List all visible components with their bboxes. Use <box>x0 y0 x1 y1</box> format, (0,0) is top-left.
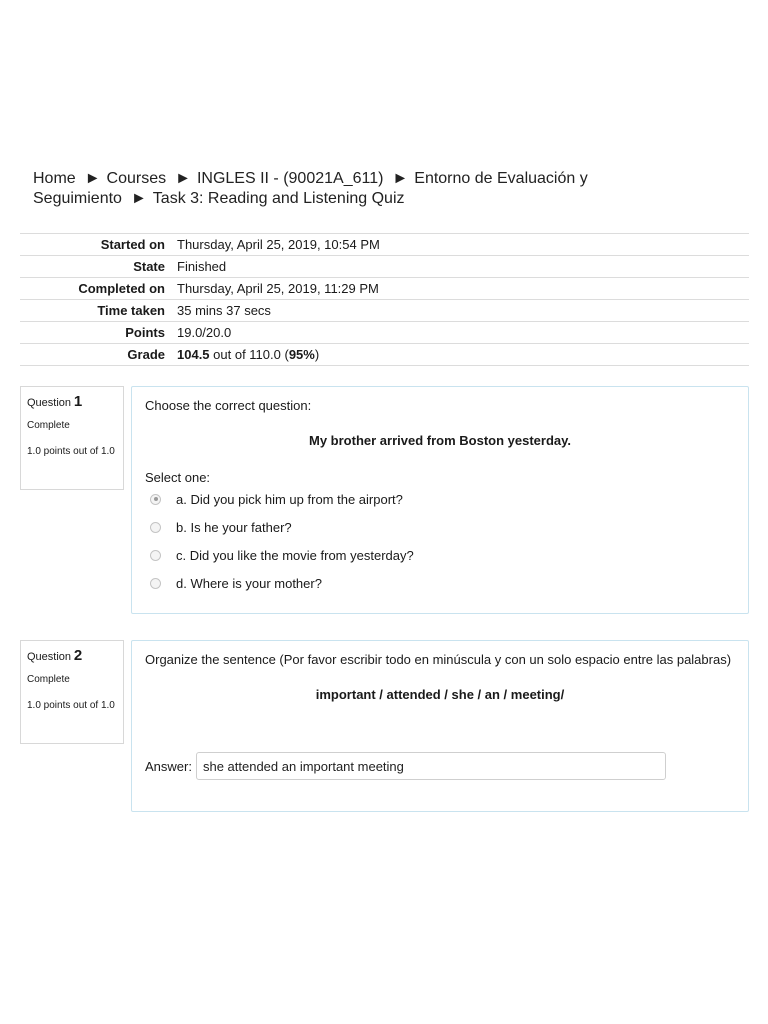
question-state: Complete <box>27 674 70 685</box>
summary-label: Grade <box>127 347 165 362</box>
radio-icon[interactable] <box>150 578 161 589</box>
breadcrumb-quiz-link[interactable]: Task 3: Reading and Listening Quiz <box>152 190 405 207</box>
grade-out-of: out of 110.0 ( <box>209 347 289 362</box>
summary-label: Started on <box>100 237 165 252</box>
question-state: Complete <box>27 420 70 431</box>
option-a[interactable] <box>145 485 735 513</box>
question-text: Organize the sentence (Por favor escribir todo en minúscula y con un solo espacio entre las palabras) <box>145 652 732 667</box>
question-grade: 1.0 points out of 1.0 <box>27 446 115 457</box>
select-one-label: Select one: <box>145 470 211 485</box>
breadcrumb <box>33 169 733 209</box>
option-b[interactable] <box>145 513 735 541</box>
summary-value: Thursday, April 25, 2019, 10:54 PM <box>177 237 380 252</box>
option-label: d. Where is your mother? <box>176 575 322 591</box>
option-d[interactable] <box>145 569 735 597</box>
question-prompt: My brother arrived from Boston yesterday. <box>309 433 571 448</box>
question-2-info <box>20 640 124 744</box>
breadcrumb-separator-icon: ► <box>392 170 409 187</box>
option-label: b. Is he your father? <box>176 519 292 535</box>
question-prompt: important / attended / she / an / meeting/ <box>315 687 565 702</box>
question-grade: 1.0 points out of 1.0 <box>27 700 115 711</box>
summary-row-started-on <box>20 234 749 256</box>
summary-label: Points <box>125 325 165 340</box>
radio-checked-icon[interactable] <box>150 494 161 505</box>
option-label: a. Did you pick him up from the airport? <box>176 491 403 507</box>
option-c[interactable] <box>145 541 735 569</box>
summary-label: Time taken <box>97 303 165 318</box>
answer-row <box>145 752 735 780</box>
question-number-value: 1 <box>73 393 83 410</box>
summary-row-state <box>20 256 749 278</box>
breadcrumb-course-link[interactable]: INGLES II - (90021A_611) <box>196 170 384 187</box>
summary-row-completed-on <box>20 278 749 300</box>
summary-row-grade <box>20 344 749 366</box>
option-label: c. Did you like the movie from yesterday? <box>176 547 414 563</box>
radio-icon[interactable] <box>150 550 161 561</box>
question-text: Choose the correct question: <box>145 398 312 413</box>
breadcrumb-courses-link[interactable]: Courses <box>106 170 167 187</box>
breadcrumb-section-link[interactable]: Entorno de Evaluación y Seguimiento <box>33 170 588 207</box>
question-number <box>27 392 117 413</box>
question-2-content <box>131 640 749 812</box>
summary-label: State <box>133 259 165 274</box>
question-1-info <box>20 386 124 490</box>
answer-label: Answer: <box>145 758 192 774</box>
question-label: Question <box>27 651 72 663</box>
grade-score: 104.5 <box>177 347 210 362</box>
summary-row-time-taken <box>20 300 749 322</box>
breadcrumb-separator-icon: ► <box>130 190 147 207</box>
question-number-value: 2 <box>73 647 83 664</box>
answer-options <box>145 485 735 597</box>
question-number <box>27 646 117 667</box>
breadcrumb-separator-icon: ► <box>84 170 101 187</box>
breadcrumb-separator-icon: ► <box>175 170 191 187</box>
radio-icon[interactable] <box>150 522 161 533</box>
summary-label: Completed on <box>78 281 165 296</box>
attempt-summary-table <box>20 233 749 366</box>
summary-value: Finished <box>177 259 227 274</box>
grade-close: ) <box>314 347 320 362</box>
question-label: Question <box>27 397 72 409</box>
summary-value: Thursday, April 25, 2019, 11:29 PM <box>177 281 379 296</box>
answer-input[interactable] <box>196 752 666 780</box>
summary-value: 19.0/20.0 <box>177 325 232 340</box>
question-1-content <box>131 386 749 614</box>
summary-grade-value <box>171 344 749 366</box>
summary-value: 35 mins 37 secs <box>177 303 271 318</box>
summary-row-points <box>20 322 749 344</box>
breadcrumb-home-link[interactable]: Home <box>33 170 76 187</box>
grade-percent: 95% <box>288 347 315 362</box>
